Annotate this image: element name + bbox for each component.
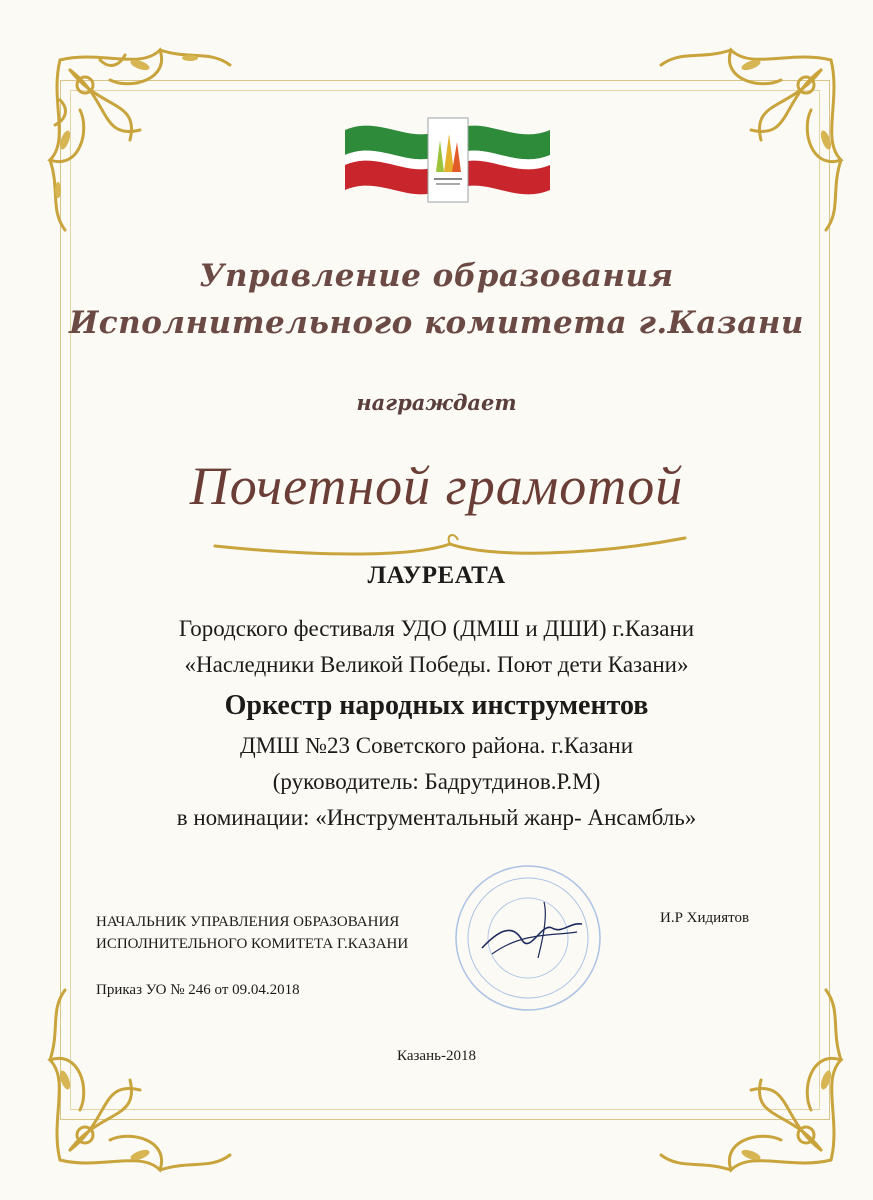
ornament-corner-top-right	[641, 40, 851, 250]
signatory-position-line-1: НАЧАЛЬНИК УПРАВЛЕНИЯ ОБРАЗОВАНИЯ	[96, 914, 400, 930]
official-stamp	[452, 862, 604, 1014]
order-reference: Приказ УО № 246 от 09.04.2018	[96, 982, 300, 998]
signatory-position-line-2: ИСПОЛНИТЕЛЬНОГО КОМИТЕТА Г.КАЗАНИ	[96, 936, 409, 952]
award-status: ЛАУРЕАТА	[367, 562, 506, 589]
festival-line: Городского фестиваля УДО (ДМШ и ДШИ) г.Казани	[178, 616, 695, 641]
nomination-line: в номинации: «Инструментальный жанр- Ансамбль»	[176, 805, 697, 830]
leader-line: (руководитель: Бадрутдинов.Р.М)	[272, 769, 601, 794]
issuer-line-1: Управление образования	[199, 258, 674, 294]
city-year: Казань-2018	[397, 1048, 476, 1064]
ornament-corner-top-left	[40, 40, 250, 250]
school-line: ДМШ №23 Советского района. г.Казани	[240, 733, 633, 758]
awards-verb: награждает	[356, 390, 517, 415]
recipient-name: Оркестр народных инструментов	[224, 690, 649, 721]
ornament-corner-bottom-right	[641, 970, 851, 1180]
ornament-corner-bottom-left	[40, 970, 250, 1180]
festival-name: «Наследники Великой Победы. Поют дети Казани»	[184, 652, 689, 677]
issuer-line-2: Исполнительного комитета г.Казани	[69, 305, 804, 341]
tatarstan-flag-logo	[340, 110, 555, 210]
certificate-title: Почетной грамотой	[189, 456, 684, 516]
title-swash-ornament	[210, 528, 690, 564]
signatory-name: И.Р Хидиятов	[660, 910, 750, 926]
